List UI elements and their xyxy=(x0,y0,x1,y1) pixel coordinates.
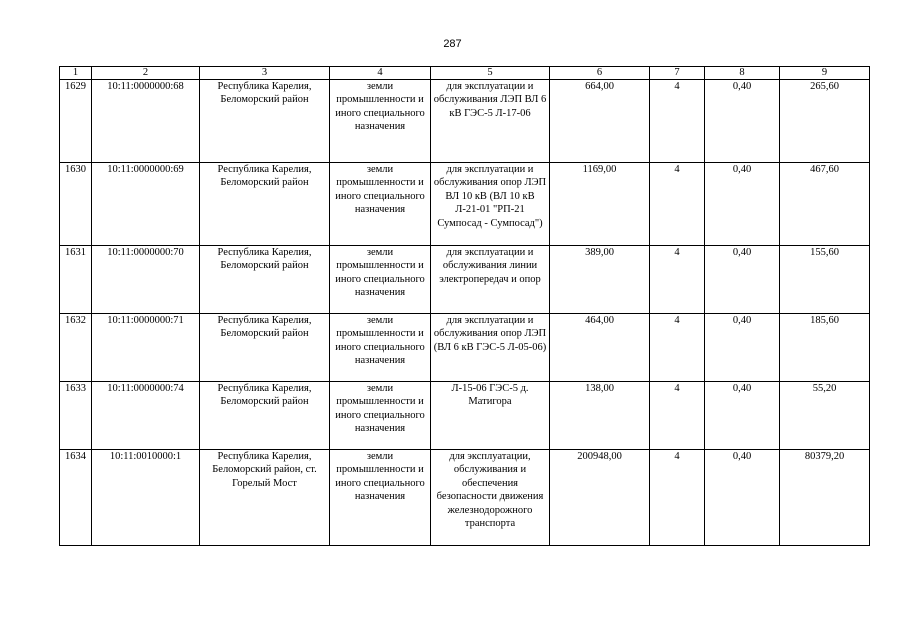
column-7-value: 4 xyxy=(650,450,705,546)
row-number: 1634 xyxy=(60,450,92,546)
table-row xyxy=(60,382,870,450)
row-number: 1630 xyxy=(60,163,92,246)
cadastral-number: 10:11:0010000:1 xyxy=(92,450,200,546)
column-7-value: 4 xyxy=(650,163,705,246)
header-row xyxy=(60,67,870,80)
row-number: 1629 xyxy=(60,80,92,163)
column-header: 3 xyxy=(200,67,330,80)
table-row xyxy=(60,246,870,314)
table-row xyxy=(60,314,870,382)
location: Республика Карелия, Беломорский район, ст. Горелый Мост xyxy=(200,450,330,546)
table-row xyxy=(60,450,870,546)
row-number: 1633 xyxy=(60,382,92,450)
column-7-value: 4 xyxy=(650,314,705,382)
column-7-value: 4 xyxy=(650,246,705,314)
column-header: 5 xyxy=(431,67,550,80)
land-category: земли промышленности и иного специального назначения xyxy=(330,314,431,382)
row-number: 1631 xyxy=(60,246,92,314)
column-header: 7 xyxy=(650,67,705,80)
location: Республика Карелия, Беломорский район xyxy=(200,314,330,382)
column-header: 8 xyxy=(705,67,780,80)
location: Республика Карелия, Беломорский район xyxy=(200,163,330,246)
permitted-use: для эксплуатации и обслуживания линии электропередач и опор xyxy=(431,246,550,314)
permitted-use: для эксплуатации и обслуживания ЛЭП ВЛ 6 кВ ГЭС-5 Л-17-06 xyxy=(431,80,550,163)
column-8-value: 0,40 xyxy=(705,163,780,246)
land-category: земли промышленности и иного специального назначения xyxy=(330,80,431,163)
column-9-value: 265,60 xyxy=(780,80,870,163)
row-number: 1632 xyxy=(60,314,92,382)
column-9-value: 467,60 xyxy=(780,163,870,246)
cadastral-number: 10:11:0000000:70 xyxy=(92,246,200,314)
area: 138,00 xyxy=(550,382,650,450)
permitted-use: Л-15-06 ГЭС-5 д. Матигора xyxy=(431,382,550,450)
column-header: 4 xyxy=(330,67,431,80)
column-8-value: 0,40 xyxy=(705,314,780,382)
area: 1169,00 xyxy=(550,163,650,246)
column-8-value: 0,40 xyxy=(705,450,780,546)
column-9-value: 55,20 xyxy=(780,382,870,450)
column-8-value: 0,40 xyxy=(705,80,780,163)
cadastral-number: 10:11:0000000:74 xyxy=(92,382,200,450)
area: 664,00 xyxy=(550,80,650,163)
column-9-value: 185,60 xyxy=(780,314,870,382)
area: 200948,00 xyxy=(550,450,650,546)
land-category: земли промышленности и иного специального назначения xyxy=(330,450,431,546)
area: 389,00 xyxy=(550,246,650,314)
column-header: 1 xyxy=(60,67,92,80)
column-9-value: 155,60 xyxy=(780,246,870,314)
permitted-use: для эксплуатации и обслуживания опор ЛЭП (ВЛ 6 кВ ГЭС-5 Л-05-06) xyxy=(431,314,550,382)
column-7-value: 4 xyxy=(650,382,705,450)
column-7-value: 4 xyxy=(650,80,705,163)
table-row xyxy=(60,163,870,246)
cadastral-number: 10:11:0000000:68 xyxy=(92,80,200,163)
land-registry-table xyxy=(59,66,870,546)
land-category: земли промышленности и иного специального назначения xyxy=(330,246,431,314)
page-number: 287 xyxy=(443,38,462,50)
land-category: земли промышленности и иного специального назначения xyxy=(330,163,431,246)
column-header: 2 xyxy=(92,67,200,80)
column-header: 6 xyxy=(550,67,650,80)
location: Республика Карелия, Беломорский район xyxy=(200,382,330,450)
table-row xyxy=(60,80,870,163)
location: Республика Карелия, Беломорский район xyxy=(200,246,330,314)
land-category: земли промышленности и иного специального назначения xyxy=(330,382,431,450)
permitted-use: для эксплуатации, обслуживания и обеспечения безопасности движения железнодорожного транспорта xyxy=(431,450,550,546)
column-8-value: 0,40 xyxy=(705,246,780,314)
column-8-value: 0,40 xyxy=(705,382,780,450)
column-header: 9 xyxy=(780,67,870,80)
cadastral-number: 10:11:0000000:71 xyxy=(92,314,200,382)
permitted-use: для эксплуатации и обслуживания опор ЛЭП ВЛ 10 кВ (ВЛ 10 кВ Л-21-01 "РП-21 Сумпосад - Сумпосад") xyxy=(431,163,550,246)
area: 464,00 xyxy=(550,314,650,382)
cadastral-number: 10:11:0000000:69 xyxy=(92,163,200,246)
location: Республика Карелия, Беломорский район xyxy=(200,80,330,163)
column-9-value: 80379,20 xyxy=(780,450,870,546)
